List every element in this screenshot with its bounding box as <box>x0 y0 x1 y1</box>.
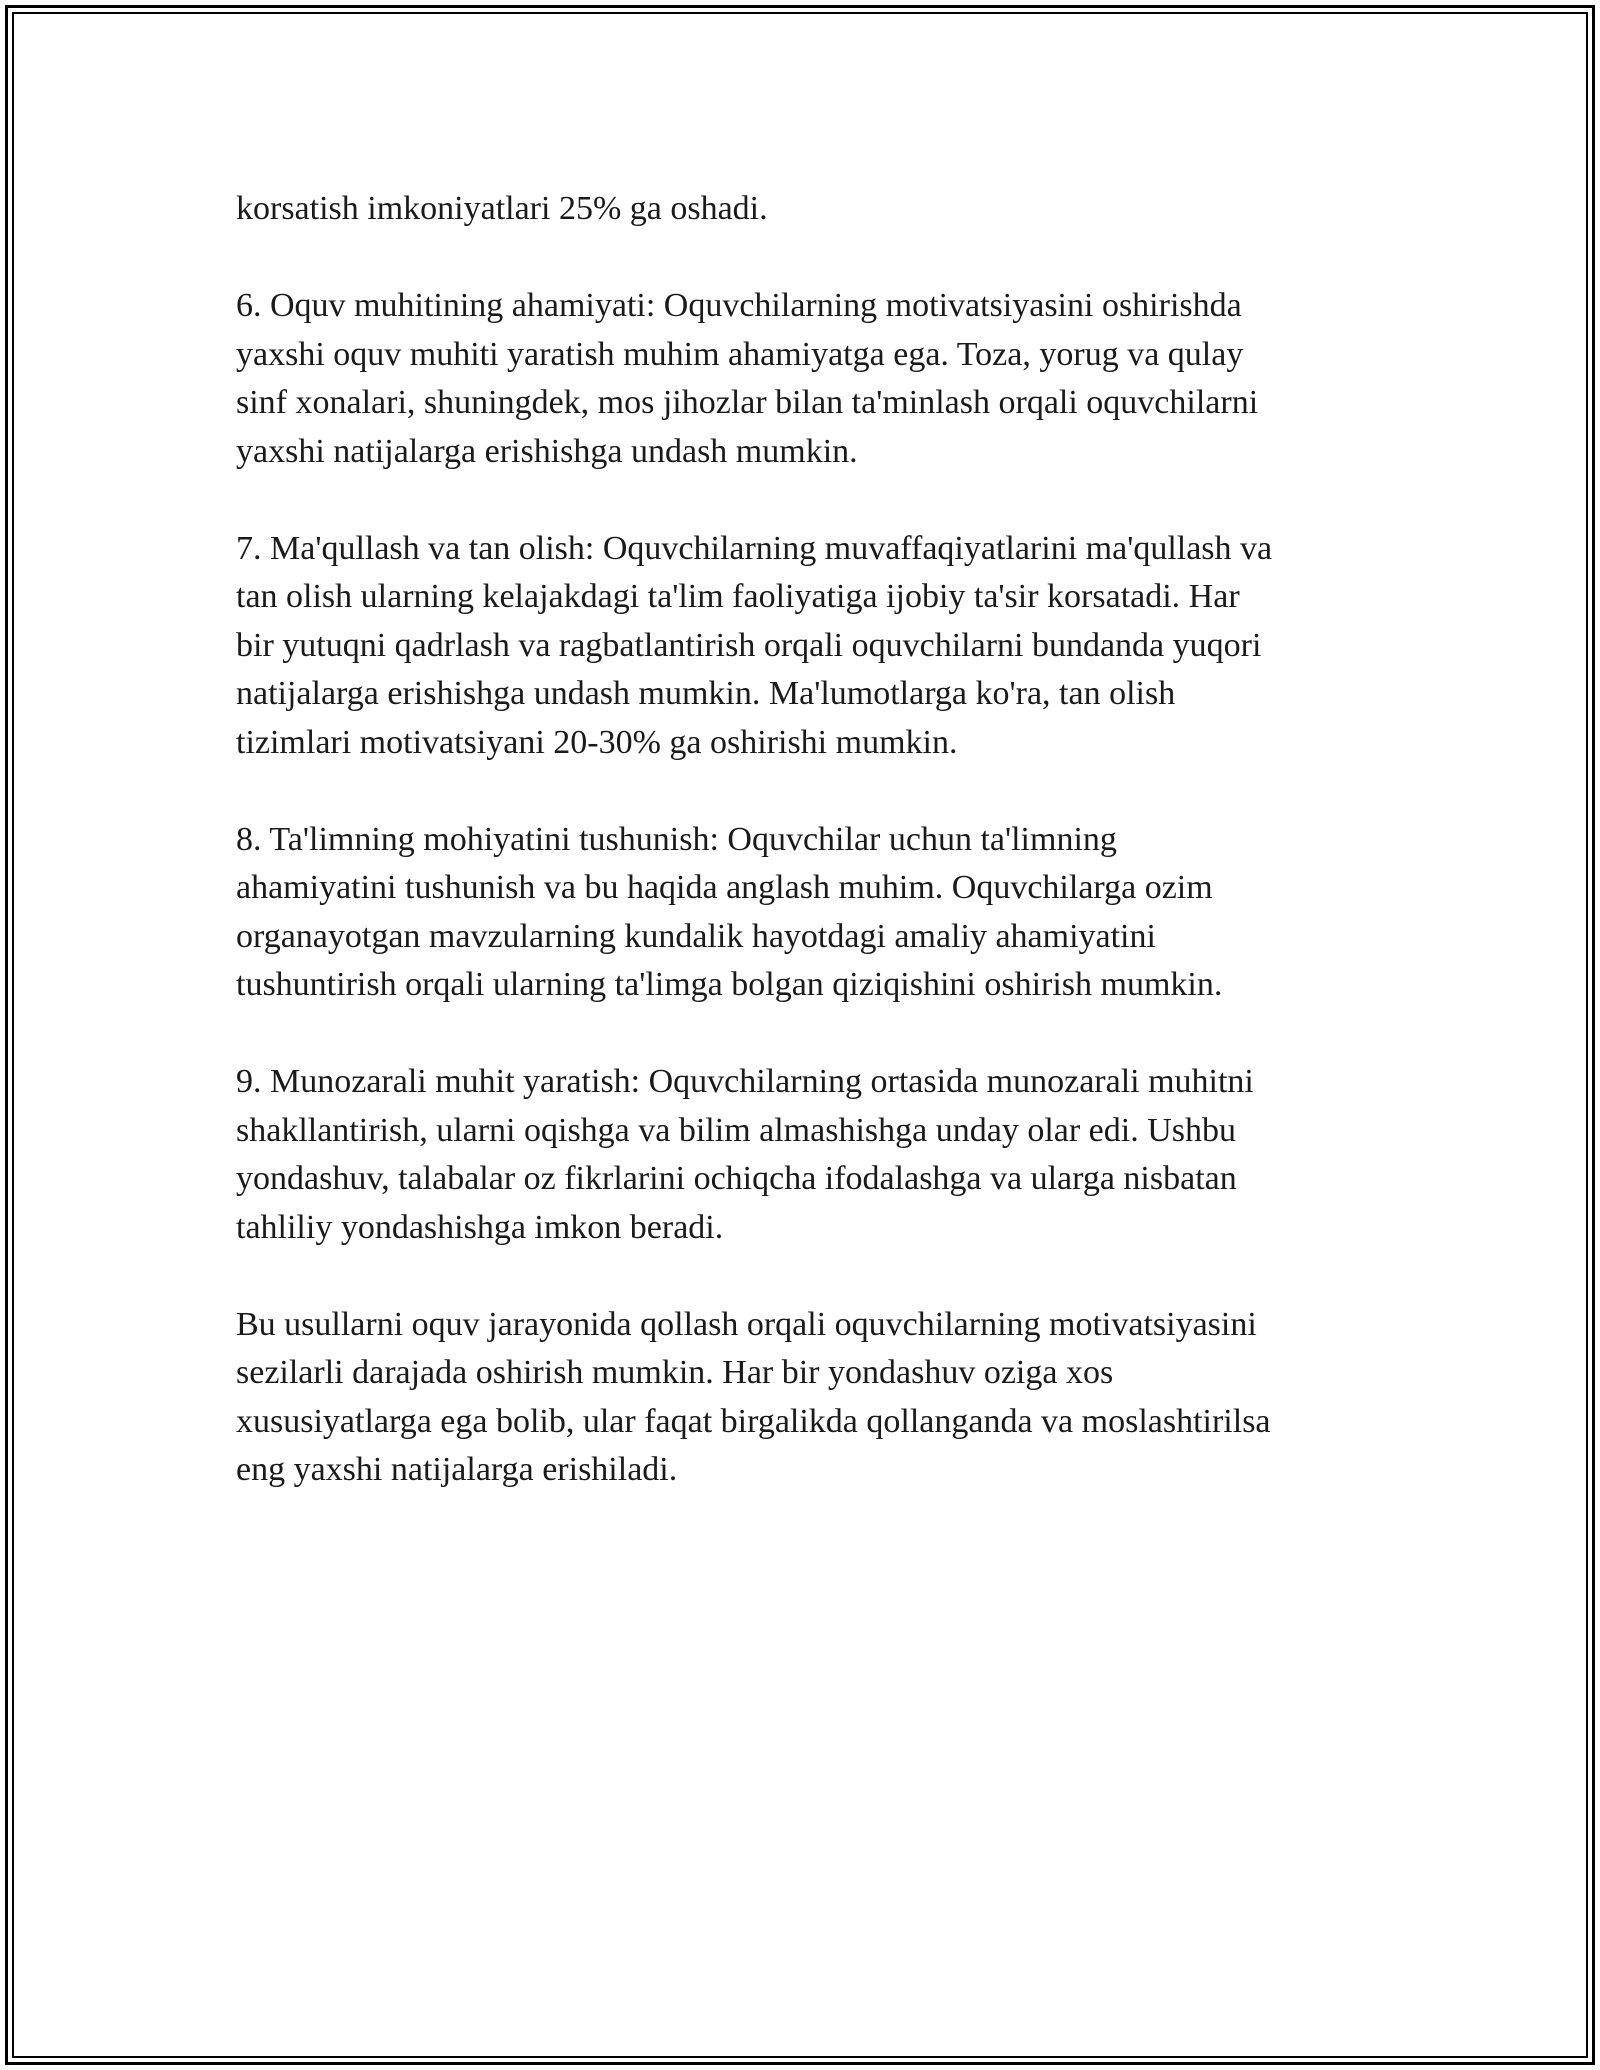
paragraph-learning-environment: 6. Oquv muhitining ahamiyati: Oquvchilarning motivatsiyasini oshirishda yaxshi oquv muhiti yaratish muhim ahamiyatga ega. Toza, yorug va qulay sinf xonalari, shuningdek, mos jihozlar bilan ta'minlash orqali oquvchilarni yaxshi natijalarga erishishga undash mumkin. <box>236 287 1259 470</box>
paragraph-continuation: korsatish imkoniyatlari 25% ga oshadi. <box>236 190 768 227</box>
document-body <box>236 185 1366 1495</box>
paragraph-conclusion: Bu usullarni oquv jarayonida qollash orqali oquvchilarning motivatsiyasini sezilarli darajada oshirish mumkin. Har bir yondashuv oziga xos xususiyatlarga ega bolib, ular faqat birgalikda qollanganda va moslashtirilsa eng yaxshi natijalarga erishiladi. <box>236 1305 1271 1488</box>
paragraph-recognition: 7. Ma'qullash va tan olish: Oquvchilarning muvaffaqiyatlarini ma'qullash va tan olish ularning kelajakdagi ta'lim faoliyatiga ijobiy ta'sir korsatadi. Har bir yutuqni qadrlash va ragbatlantirish orqali oquvchilarni bundanda yuqori natijalarga erishishga undash mumkin. Ma'lumotlarga ko'ra, tan olish tizimlari motivatsiyani 20-30% ga oshirishi mumkin. <box>236 529 1273 761</box>
paragraph-understanding-education: 8. Ta'limning mohiyatini tushunish: Oquvchilar uchun ta'limning ahamiyatini tushunish va bu haqida anglash muhim. Oquvchilarga ozim organayotgan mavzularning kundalik hayotdagi amaliy ahamiyatini tushuntirish orqali ularning ta'limga bolgan qiziqishini oshirish mumkin. <box>236 820 1223 1003</box>
paragraph-discussion-environment: 9. Munozarali muhit yaratish: Oquvchilarning ortasida munozarali muhitni shakllantirish, ularni oqishga va bilim almashishga unday olar edi. Ushbu yondashuv, talabalar oz fikrlarini ochiqcha ifodalashga va ularga nisbatan tahliliy yondashishga imkon beradi. <box>236 1063 1254 1246</box>
